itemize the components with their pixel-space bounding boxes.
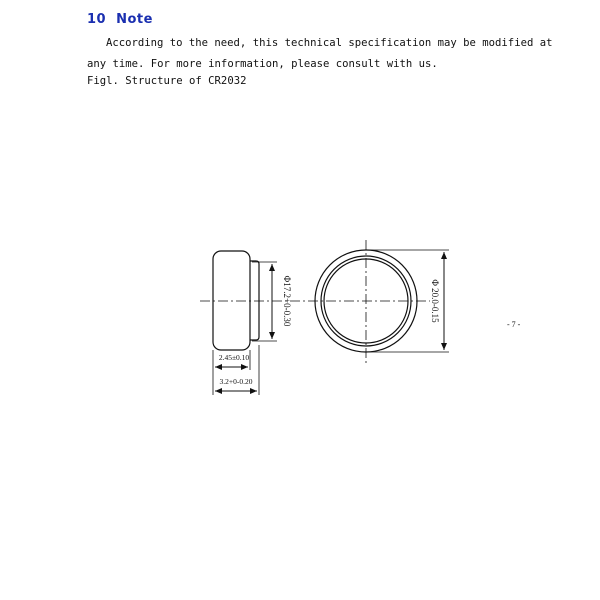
- side-view: [213, 251, 277, 395]
- cell-body-side: [213, 251, 250, 350]
- figure-caption: Figl. Structure of CR2032: [87, 75, 247, 87]
- total-height-label: 3.2+0-0.20: [219, 377, 253, 386]
- page-number: - 7 -: [507, 320, 521, 329]
- section-number: 10: [87, 12, 107, 27]
- note-line-2: any time. For more information, please consult with us.: [87, 58, 438, 70]
- cell-cap-side: [250, 261, 259, 340]
- inner-diameter-label: Φ17.2+0-0.30: [282, 275, 292, 327]
- note-line-1: According to the need, this technical specification may be modified at: [106, 37, 553, 49]
- outer-diameter-label: Φ 20.0-0.15: [430, 279, 440, 323]
- inner-height-label: 2.45±0.10: [218, 353, 250, 362]
- section-title: Note: [116, 12, 153, 27]
